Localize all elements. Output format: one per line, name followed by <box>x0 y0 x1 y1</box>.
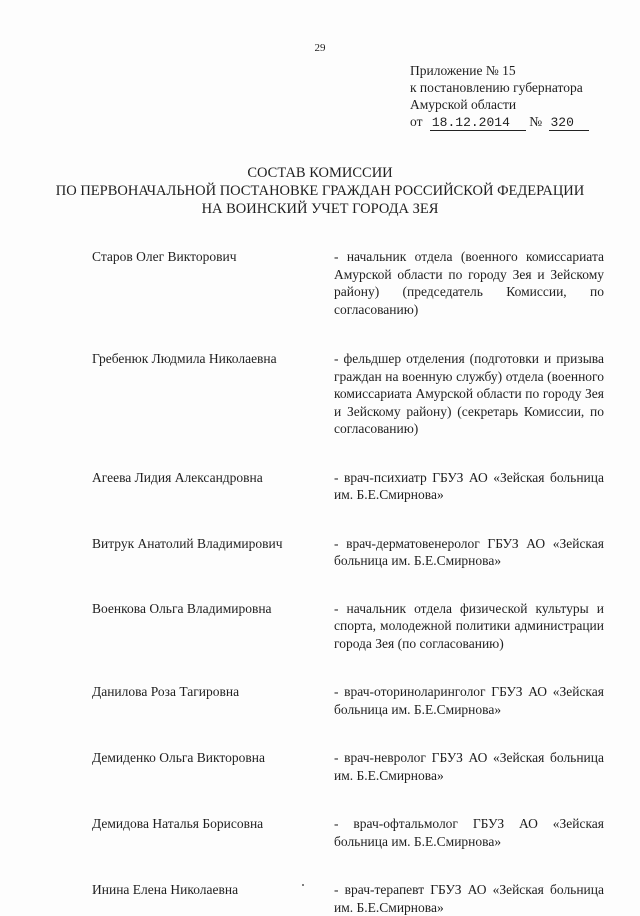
title-line-3: НА ВОИНСКИЙ УЧЕТ ГОРОДА ЗЕЯ <box>201 201 439 217</box>
member-role: - врач-дерматовенеролог ГБУЗ АО «Зейская больница им. Б.Е.Смирнова» <box>334 535 604 568</box>
member-row <box>92 881 604 916</box>
member-role: - начальник отдела (военного комиссариата Амурской области по городу Зея и Зейскому району) (председатель Комиссии, по согласованию) <box>334 249 604 317</box>
member-row <box>92 535 604 570</box>
number-prefix: № <box>529 114 543 129</box>
member-name: Инина Елена Николаевна <box>92 882 239 897</box>
appendix-title: Приложение № 15 <box>410 63 516 78</box>
member-row <box>92 248 604 318</box>
member-name: Демиденко Ольга Викторовна <box>92 750 265 765</box>
appendix-region: Амурской области <box>410 97 517 112</box>
member-name: Старов Олег Викторович <box>92 249 237 264</box>
scan-speck <box>302 884 304 886</box>
member-role: - врач-невролог ГБУЗ АО «Зейская больница им. Б.Е.Смирнова» <box>334 750 604 783</box>
decree-number: 320 <box>549 115 589 131</box>
appendix-block <box>410 62 630 131</box>
member-row <box>92 600 604 653</box>
member-row <box>92 749 604 784</box>
member-role: - врач-терапевт ГБУЗ АО «Зейская больница им. Б.Е.Смирнова» <box>334 882 604 915</box>
title-line-2: ПО ПЕРВОНАЧАЛЬНОЙ ПОСТАНОВКЕ ГРАЖДАН РОССИЙСКОЙ ФЕДЕРАЦИИ <box>55 183 585 199</box>
member-role: - врач-оториноларинголог ГБУЗ АО «Зейская больница им. Б.Е.Смирнова» <box>334 684 604 717</box>
member-row <box>92 350 604 438</box>
member-role: - фельдшер отделения (подготовки и призыва граждан на военную службу) отдела (военного комиссариата Амурской области по городу Зея и Зейскому району) (секретарь Комиссии, по согласованию) <box>334 351 604 436</box>
member-role: - врач-психиатр ГБУЗ АО «Зейская больница им. Б.Е.Смирнова» <box>334 469 604 502</box>
page-number: 29 <box>314 42 326 54</box>
member-role: - начальник отдела физической культуры и спорта, молодежной политики администрации города Зея (по согласованию) <box>334 600 604 651</box>
member-row <box>92 815 604 850</box>
member-name: Демидова Наталья Борисовна <box>92 816 264 831</box>
title-line-1: СОСТАВ КОМИССИИ <box>247 165 393 181</box>
decree-date: 18.12.2014 <box>430 115 526 131</box>
commission-members-list <box>92 248 604 916</box>
member-name: Витрук Анатолий Владимирович <box>92 535 283 551</box>
member-name: Военкова Ольга Владимировна <box>92 600 272 616</box>
document-title <box>0 164 640 218</box>
member-name: Агеева Лидия Александровна <box>92 469 263 485</box>
member-role: - врач-офтальмолог ГБУЗ АО «Зейская больница им. Б.Е.Смирнова» <box>334 816 604 849</box>
member-row <box>92 683 604 718</box>
member-name: Данилова Роза Тагировна <box>92 684 240 699</box>
appendix-date-line <box>410 113 630 131</box>
date-prefix: от <box>410 114 423 129</box>
member-name: Гребенюк Людмила Николаевна <box>92 351 277 366</box>
member-row <box>92 469 604 504</box>
appendix-decree: к постановлению губернатора <box>410 80 583 95</box>
